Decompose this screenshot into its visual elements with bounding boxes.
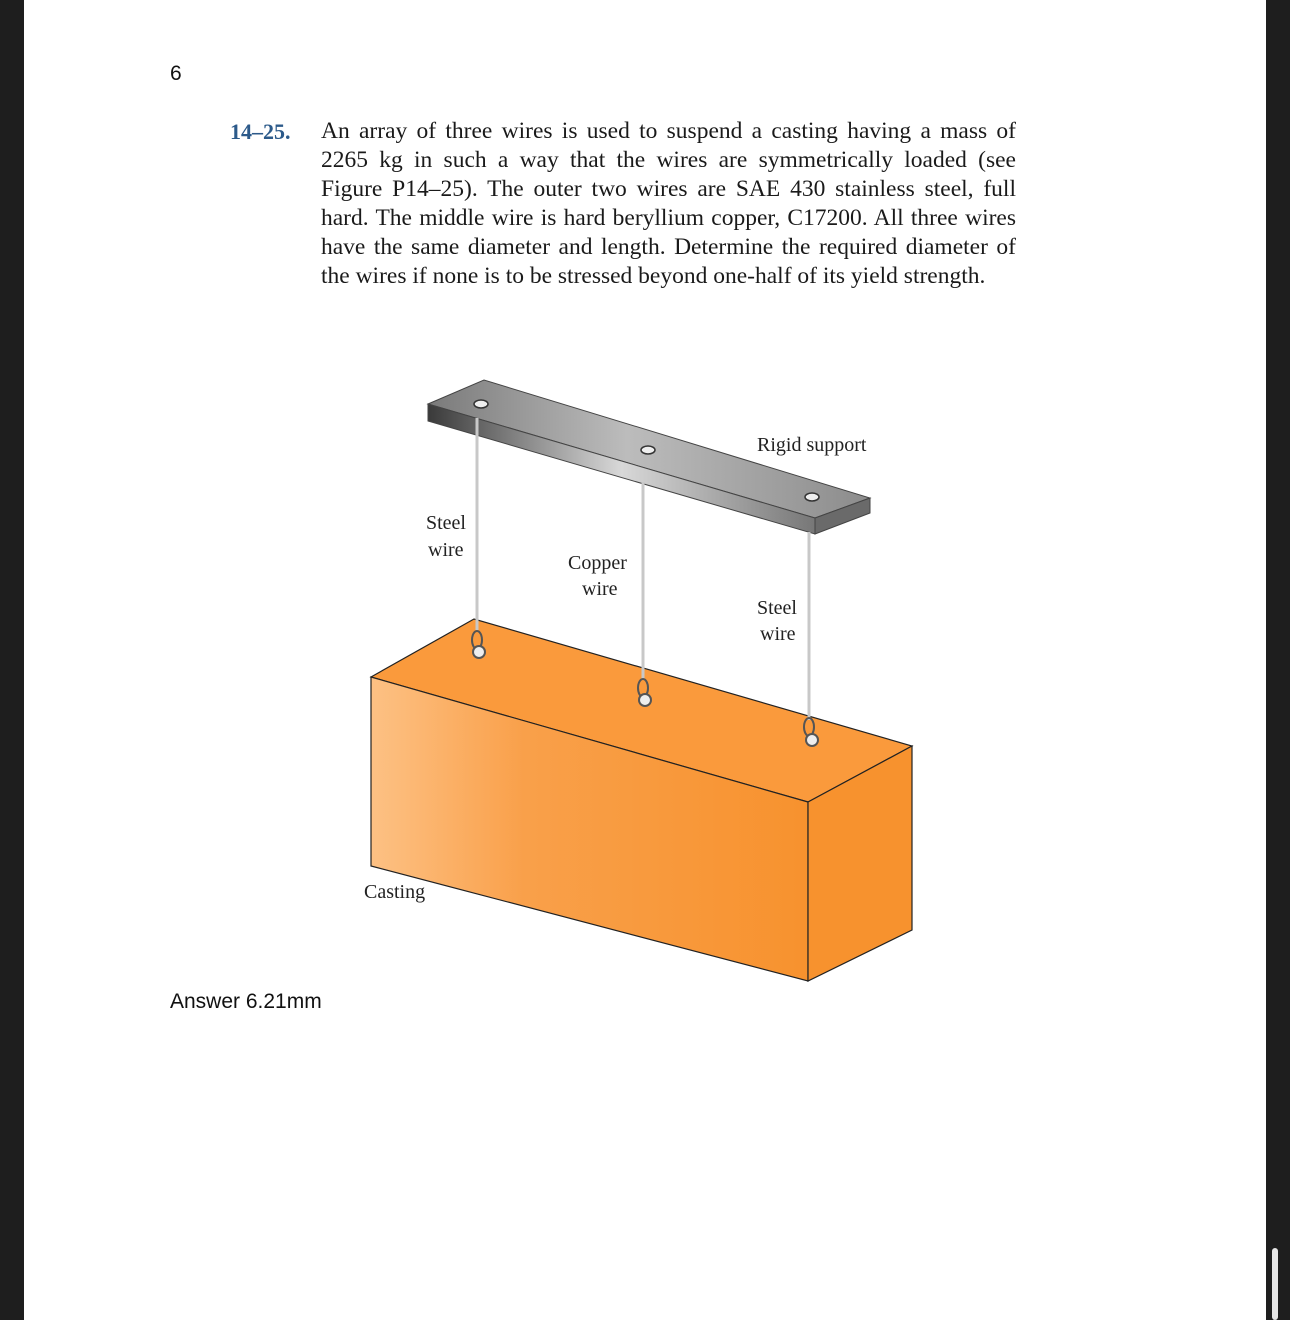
- problem-text: An array of three wires is used to suspend a casting having a mass of 2265 kg in such a way that the wires are symmetrically loaded (see Figure P14–25). The outer two wires are SAE 430 stainless steel, full hard. The middle wire is hard beryllium copper, C17200. All three wires have the same diameter and length. Determine the required diameter of the wires if none is to be stressed beyond one-half of its yield strength.: [321, 118, 1016, 289]
- page-number: 6: [170, 62, 182, 85]
- label-steel-wire-left-1: Steel: [426, 512, 466, 534]
- scrollbar-thumb[interactable]: [1272, 1248, 1278, 1320]
- answer-text: Answer 6.21mm: [170, 990, 322, 1013]
- label-copper-wire-2: wire: [582, 578, 618, 600]
- label-rigid-support: Rigid support: [757, 434, 867, 456]
- label-steel-wire-right-2: wire: [760, 623, 796, 645]
- label-copper-wire-1: Copper: [568, 552, 627, 574]
- label-steel-wire-right-1: Steel: [757, 597, 797, 619]
- problem-number: 14–25.: [230, 119, 291, 144]
- rigid-support: [428, 380, 870, 534]
- label-steel-wire-left-2: wire: [428, 539, 464, 561]
- label-casting: Casting: [364, 881, 426, 903]
